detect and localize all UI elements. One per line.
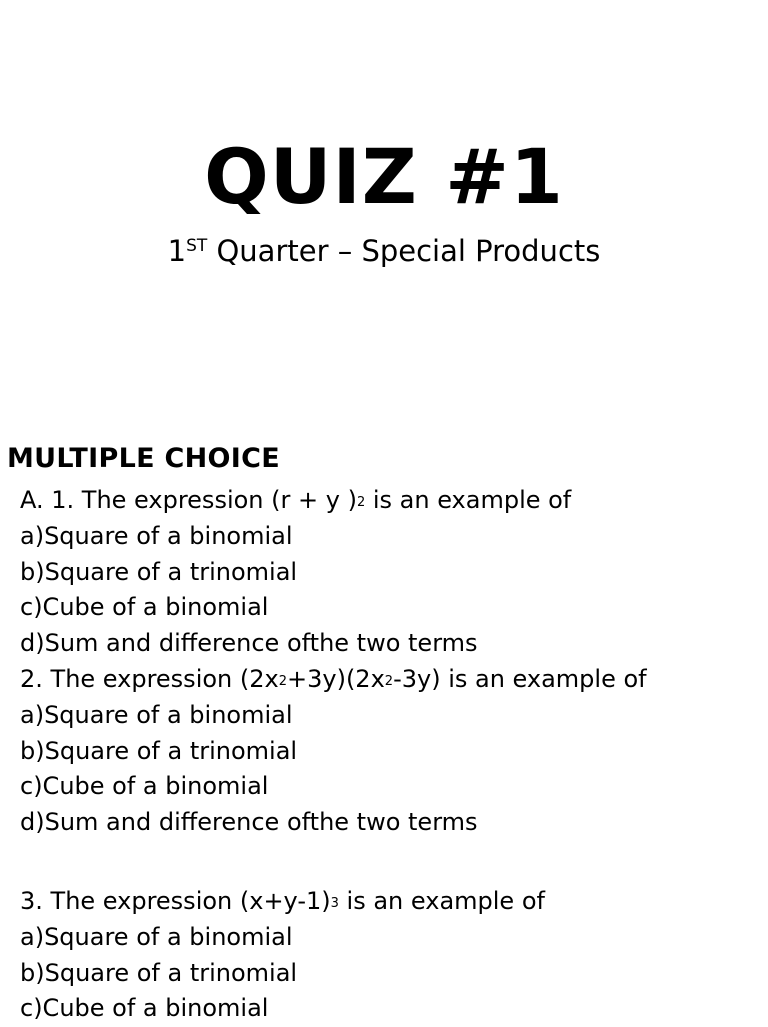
question-3-option-a: a)Square of a binomial <box>20 922 293 951</box>
question-spacer <box>20 841 760 884</box>
section-heading: MULTIPLE CHOICE <box>7 443 280 474</box>
question-1-stem-text: A. 1. The expression (r + y ) <box>20 486 357 514</box>
question-3-stem-text: 3. The expression (x+y-1) <box>20 886 331 915</box>
subtitle-number: 1 <box>167 234 187 268</box>
question-2-exponent-1: 2 <box>278 673 287 689</box>
question-2-stem-text-end: -3y) is an example of <box>393 664 647 693</box>
question-1-option-c: c)Cube of a binomial <box>20 593 269 622</box>
question-3-stem-text-end: is an example of <box>338 886 545 915</box>
question-3-option-b: b)Square of a trinomial <box>20 958 298 987</box>
question-list <box>20 483 760 1027</box>
question-3-exponent: 3 <box>330 895 339 911</box>
question-1-stem-text-end: is an example of <box>365 486 572 514</box>
subtitle-ordinal-suffix: ST <box>186 236 208 256</box>
question-2-stem-text: 2. The expression (2x <box>20 664 279 693</box>
question-2-option-a: a)Square of a binomial <box>20 700 293 729</box>
question-2-option-b: b)Square of a trinomial <box>20 736 298 765</box>
question-2-option-c: c)Cube of a binomial <box>20 772 269 801</box>
question-2-stem <box>20 662 760 698</box>
quiz-title: QUIZ #1 <box>204 132 564 221</box>
question-2-stem-text-mid: +3y)(2x <box>287 664 385 693</box>
question-1-exponent: 2 <box>356 495 366 510</box>
question-1-option-d: d)Sum and difference ofthe two terms <box>20 629 478 658</box>
subtitle-text: Quarter – Special Products <box>207 234 601 268</box>
question-3-stem <box>20 884 760 920</box>
question-1-option-b: b)Square of a trinomial <box>20 557 298 586</box>
question-2-exponent-2: 2 <box>384 673 394 689</box>
question-2-option-d: d)Sum and difference ofthe two terms <box>20 808 478 837</box>
question-1-option-a: a)Square of a binomial <box>20 521 293 550</box>
question-3-option-c: c)Cube of a binomial <box>20 994 269 1023</box>
question-1-stem <box>20 483 760 519</box>
quiz-subtitle <box>0 232 768 275</box>
